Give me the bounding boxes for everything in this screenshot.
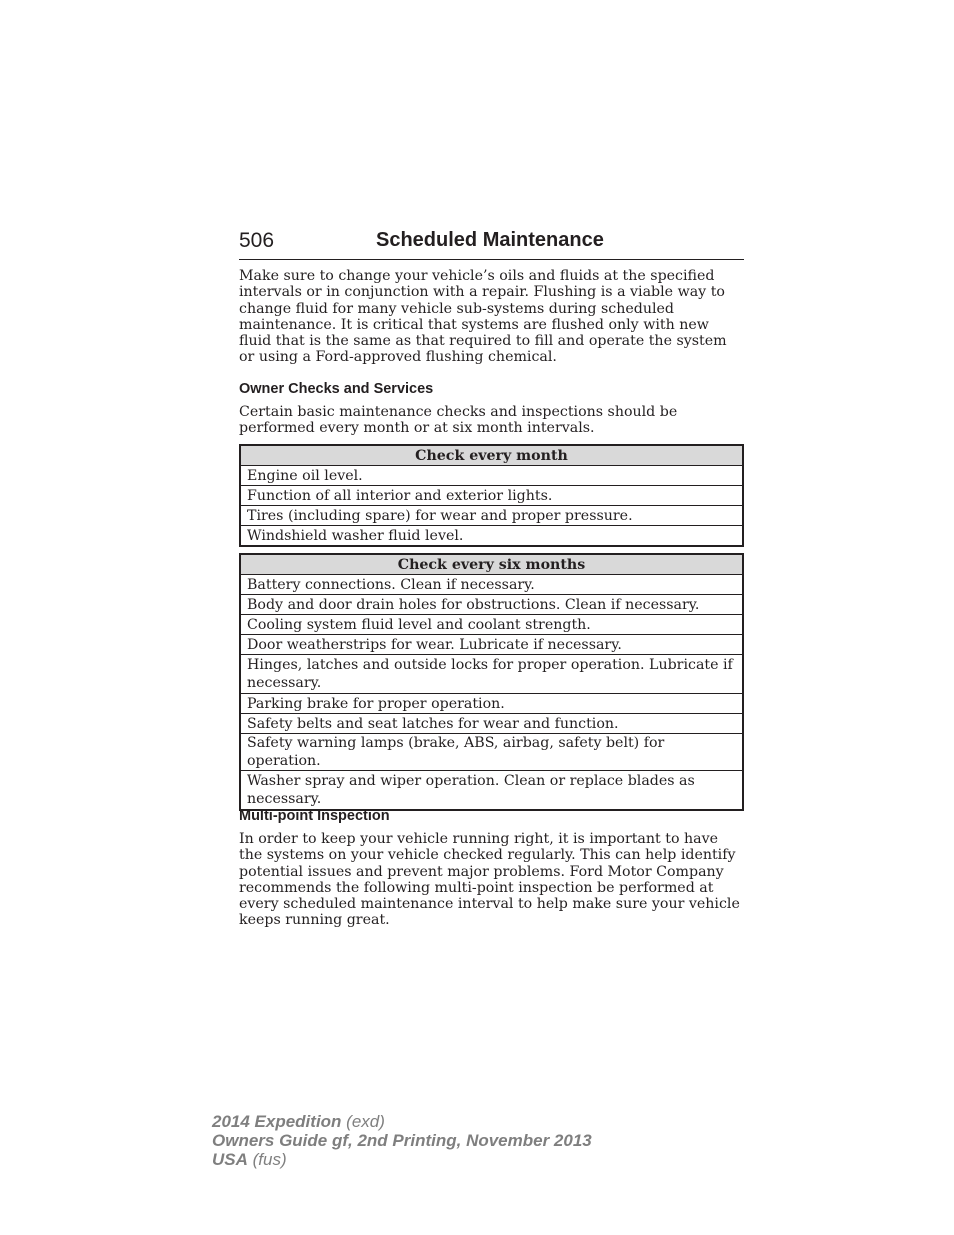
multipoint-heading: Multi-point Inspection — [239, 808, 390, 824]
table-row: Safety belts and seat latches for wear and function. — [240, 714, 743, 734]
page-footer — [212, 1112, 592, 1169]
footer-region: USA — [212, 1150, 248, 1169]
table-row: Function of all interior and exterior lights. — [240, 486, 743, 506]
table-row: Tires (including spare) for wear and proper pressure. — [240, 506, 743, 526]
page-header — [239, 226, 744, 260]
six-month-table-header: Check every six months — [240, 554, 743, 575]
footer-model-code: (exd) — [346, 1112, 385, 1131]
intro-paragraph: Make sure to change your vehicle’s oils and fluids at the specified intervals or in conjunction with a repair. Flushing is a viable way to change fluid for many vehicle sub-systems during scheduled maintenance. It is critical that systems are flushed only with new fluid that is the same as that required to fill and operate the system or using a Ford-approved flushing chemical. — [239, 268, 727, 366]
table-row: Parking brake for proper operation. — [240, 694, 743, 714]
table-row: Battery connections. Clean if necessary. — [240, 575, 743, 595]
footer-guide: Owners Guide gf, 2nd Printing, November 2013 — [212, 1131, 592, 1150]
multipoint-paragraph: In order to keep your vehicle running right, it is important to have the systems on your vehicle checked regularly. This can help identify potential issues and prevent major problems. Ford Motor Company recommends the following multi-point inspection be performed at every scheduled maintenance interval to help make sure your vehicle keeps running great. — [239, 831, 740, 929]
monthly-table-header: Check every month — [240, 445, 743, 466]
monthly-check-table — [239, 444, 744, 547]
owner-checks-heading: Owner Checks and Services — [239, 381, 434, 397]
owner-checks-paragraph: Certain basic maintenance checks and inspections should be performed every month or at six month intervals. — [239, 404, 678, 437]
table-row: Washer spray and wiper operation. Clean or replace blades as necessary. — [240, 771, 743, 811]
section-title: Scheduled Maintenance — [376, 229, 604, 251]
footer-region-code: (fus) — [252, 1150, 287, 1169]
table-row: Hinges, latches and outside locks for proper operation. Lubricate if necessary. — [240, 655, 743, 694]
six-month-check-table — [239, 553, 744, 811]
table-row: Cooling system fluid level and coolant strength. — [240, 615, 743, 635]
table-row: Safety warning lamps (brake, ABS, airbag, safety belt) for operation. — [240, 734, 743, 771]
table-row: Windshield washer fluid level. — [240, 526, 743, 547]
table-row: Engine oil level. — [240, 466, 743, 486]
page-number: 506 — [239, 229, 275, 252]
footer-model: 2014 Expedition — [212, 1112, 342, 1131]
table-row: Door weatherstrips for wear. Lubricate if necessary. — [240, 635, 743, 655]
table-row: Body and door drain holes for obstructions. Clean if necessary. — [240, 595, 743, 615]
